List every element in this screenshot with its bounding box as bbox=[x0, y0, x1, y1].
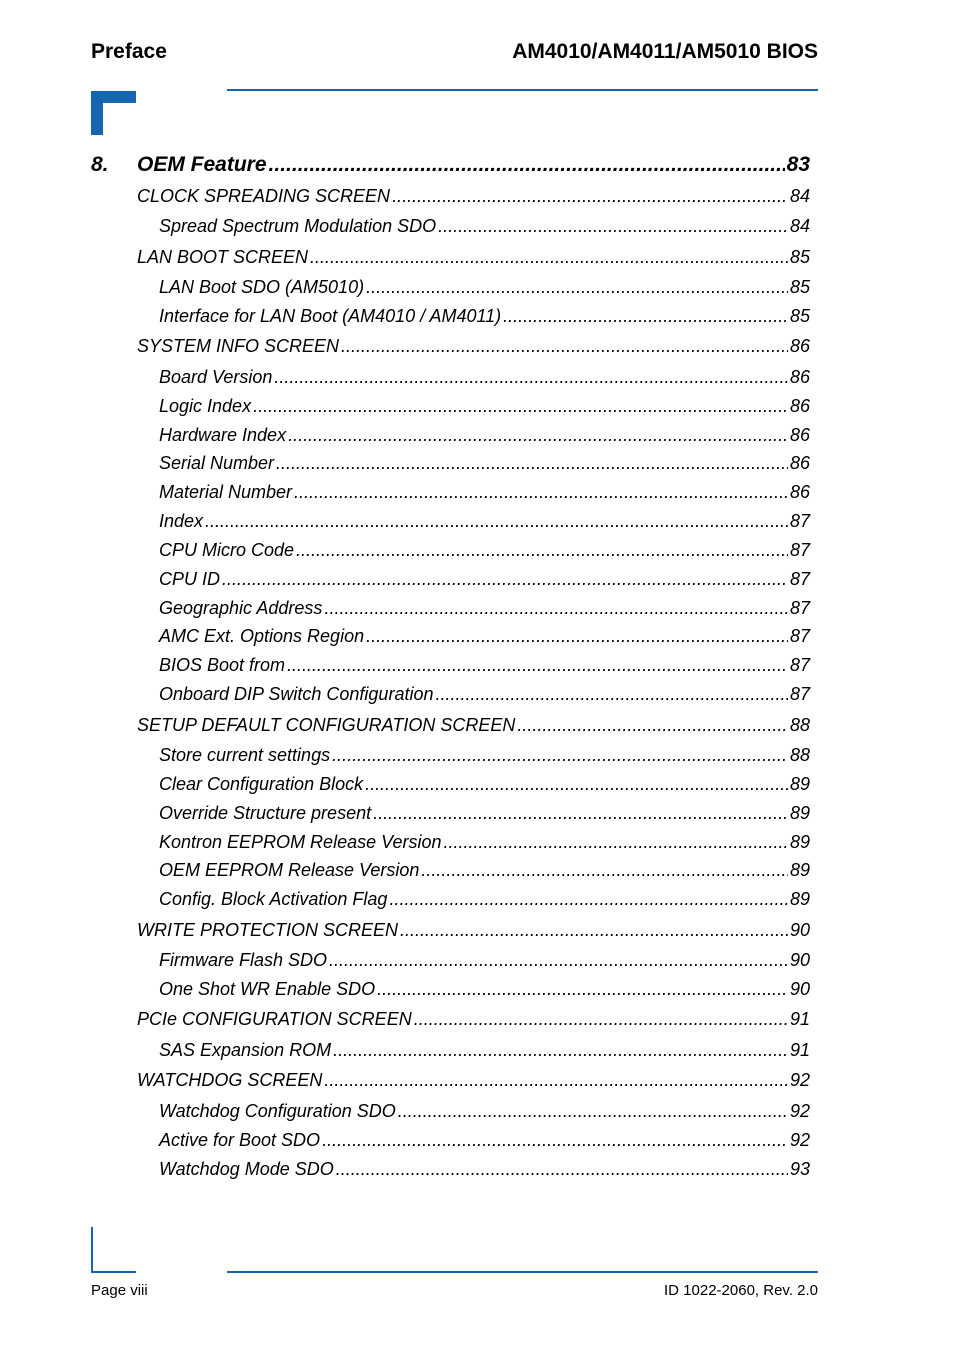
toc-subsection[interactable] bbox=[159, 626, 810, 647]
toc-entry-page: 85 bbox=[789, 247, 810, 267]
toc-entry-title: Board Version bbox=[159, 367, 273, 387]
dot-leader bbox=[310, 247, 788, 268]
toc-entry-title: Store current settings bbox=[159, 745, 331, 765]
toc-entry-title: Watchdog Mode SDO bbox=[159, 1159, 334, 1179]
toc-entry-title: SYSTEM INFO SCREEN bbox=[137, 336, 340, 356]
toc-entry-title: Material Number bbox=[159, 482, 293, 502]
toc-entry-title: Serial Number bbox=[159, 453, 275, 473]
dot-leader bbox=[253, 396, 788, 417]
toc-subsection[interactable] bbox=[159, 540, 810, 561]
dot-leader bbox=[324, 1070, 788, 1091]
toc-subsection[interactable] bbox=[159, 655, 810, 676]
toc-entry-page: 85 bbox=[789, 277, 810, 297]
toc-entry-title: WRITE PROTECTION SCREEN bbox=[137, 920, 399, 940]
toc-entry-title: PCIe CONFIGURATION SCREEN bbox=[137, 1009, 412, 1029]
toc-subsection[interactable] bbox=[159, 511, 810, 532]
chapter-title: OEM Feature bbox=[137, 153, 267, 176]
toc-entry-title: Interface for LAN Boot (AM4010 / AM4011) bbox=[159, 306, 502, 326]
dot-leader bbox=[377, 979, 788, 1000]
dot-leader bbox=[336, 1159, 788, 1180]
toc-entry-page: 87 bbox=[789, 540, 810, 560]
toc-entry-title: One Shot WR Enable SDO bbox=[159, 979, 376, 999]
toc-subsection[interactable] bbox=[159, 396, 810, 417]
toc-section[interactable] bbox=[137, 715, 810, 736]
toc-subsection[interactable] bbox=[159, 216, 810, 237]
toc-section[interactable] bbox=[137, 247, 810, 268]
dot-leader bbox=[322, 1130, 788, 1151]
toc-entry-title: Index bbox=[159, 511, 204, 531]
toc-entry-title: WATCHDOG SCREEN bbox=[137, 1070, 323, 1090]
toc-section[interactable] bbox=[137, 1009, 810, 1030]
toc-section[interactable] bbox=[137, 336, 810, 357]
dot-leader bbox=[296, 540, 788, 561]
toc-subsection[interactable] bbox=[159, 306, 810, 327]
toc-subsection[interactable] bbox=[159, 367, 810, 388]
toc-entry-page: 91 bbox=[789, 1040, 810, 1060]
dot-leader bbox=[398, 1101, 788, 1122]
toc-subsection[interactable] bbox=[159, 453, 810, 474]
toc-entry-page: 84 bbox=[789, 186, 810, 206]
toc-entry-title: Active for Boot SDO bbox=[159, 1130, 321, 1150]
toc-entry-page: 92 bbox=[789, 1101, 810, 1121]
toc-subsection[interactable] bbox=[159, 684, 810, 705]
toc-entry-page: 88 bbox=[789, 715, 810, 735]
toc-entry-page: 84 bbox=[789, 216, 810, 236]
dot-leader bbox=[205, 511, 788, 532]
toc-section[interactable] bbox=[137, 920, 810, 941]
toc-entry-page: 89 bbox=[789, 803, 810, 823]
dot-leader bbox=[400, 920, 788, 941]
toc-entry-title: LAN BOOT SCREEN bbox=[137, 247, 309, 267]
toc-subsection[interactable] bbox=[159, 425, 810, 446]
toc-subsection[interactable] bbox=[159, 950, 810, 971]
dot-leader bbox=[438, 216, 788, 237]
toc-subsection[interactable] bbox=[159, 277, 810, 298]
toc-entry-title: Logic Index bbox=[159, 396, 252, 416]
footer-rule bbox=[227, 1271, 818, 1273]
toc-entry-page: 87 bbox=[789, 684, 810, 704]
footer-page-number: Page viii bbox=[91, 1282, 148, 1299]
dot-leader bbox=[288, 425, 788, 446]
toc-entry-page: 86 bbox=[789, 425, 810, 445]
header-section-title: Preface bbox=[91, 40, 167, 63]
toc-section[interactable] bbox=[137, 1070, 810, 1091]
corner-mark-bottom bbox=[91, 1271, 136, 1273]
toc-entry-page: 86 bbox=[789, 453, 810, 473]
chapter-number: 8. bbox=[91, 153, 109, 176]
toc-chapter[interactable] bbox=[91, 153, 810, 177]
dot-leader bbox=[274, 367, 788, 388]
toc-subsection[interactable] bbox=[159, 745, 810, 766]
dot-leader bbox=[366, 626, 788, 647]
dot-leader bbox=[389, 889, 788, 910]
toc-subsection[interactable] bbox=[159, 860, 810, 881]
toc-subsection[interactable] bbox=[159, 803, 810, 824]
toc-entry-page: 89 bbox=[789, 889, 810, 909]
toc-entry-title: CPU ID bbox=[159, 569, 221, 589]
toc-entry-page: 92 bbox=[789, 1070, 810, 1090]
toc-entry-page: 93 bbox=[789, 1159, 810, 1179]
toc-entry-title: SETUP DEFAULT CONFIGURATION SCREEN bbox=[137, 715, 516, 735]
dot-leader bbox=[287, 655, 788, 676]
toc-entry-page: 90 bbox=[789, 920, 810, 940]
toc-entry-page: 85 bbox=[789, 306, 810, 326]
header-product-title: AM4010/AM4011/AM5010 BIOS bbox=[512, 40, 818, 63]
toc-entry-page: 87 bbox=[789, 655, 810, 675]
toc-entry-page: 87 bbox=[789, 511, 810, 531]
toc-entry-page: 87 bbox=[789, 626, 810, 646]
toc-entry-title: Config. Block Activation Flag bbox=[159, 889, 388, 909]
toc-subsection[interactable] bbox=[159, 1130, 810, 1151]
footer-document-id: ID 1022-2060, Rev. 2.0 bbox=[664, 1282, 818, 1299]
dot-leader bbox=[414, 1009, 788, 1030]
dot-leader bbox=[332, 745, 788, 766]
toc-entry-title: Firmware Flash SDO bbox=[159, 950, 328, 970]
toc-subsection[interactable] bbox=[159, 482, 810, 503]
toc-entry-title: Clear Configuration Block bbox=[159, 774, 364, 794]
toc-subsection[interactable] bbox=[159, 774, 810, 795]
toc-entry-page: 87 bbox=[789, 598, 810, 618]
dot-leader bbox=[276, 453, 788, 474]
dot-leader bbox=[329, 950, 788, 971]
dot-leader bbox=[392, 186, 788, 207]
toc-entry-title: Hardware Index bbox=[159, 425, 287, 445]
toc-entry-page: 89 bbox=[789, 832, 810, 852]
toc-entry-title: BIOS Boot from bbox=[159, 655, 286, 675]
toc-subsection[interactable] bbox=[159, 1159, 810, 1180]
dot-leader bbox=[324, 598, 788, 619]
toc-entry-title: SAS Expansion ROM bbox=[159, 1040, 332, 1060]
toc-section[interactable] bbox=[137, 186, 810, 207]
toc-entry-page: 88 bbox=[789, 745, 810, 765]
toc-entry-page: 91 bbox=[789, 1009, 810, 1029]
toc-entry-page: 90 bbox=[789, 950, 810, 970]
toc-entry-title: AMC Ext. Options Region bbox=[159, 626, 365, 646]
toc-entry-page: 86 bbox=[789, 336, 810, 356]
dot-leader bbox=[435, 684, 787, 705]
dot-leader bbox=[503, 306, 788, 327]
chapter-page: 83 bbox=[786, 153, 810, 176]
toc-subsection[interactable] bbox=[159, 569, 810, 590]
toc-entry-title: Override Structure present bbox=[159, 803, 372, 823]
dot-leader bbox=[365, 774, 788, 795]
toc-entry-page: 86 bbox=[789, 482, 810, 502]
toc-entry-title: CPU Micro Code bbox=[159, 540, 295, 560]
toc-entry-page: 89 bbox=[789, 774, 810, 794]
dot-leader bbox=[269, 153, 785, 177]
toc-entry-page: 90 bbox=[789, 979, 810, 999]
dot-leader bbox=[333, 1040, 788, 1061]
toc-subsection[interactable] bbox=[159, 598, 810, 619]
dot-leader bbox=[373, 803, 788, 824]
toc-subsection[interactable] bbox=[159, 832, 810, 853]
toc-entry-page: 86 bbox=[789, 367, 810, 387]
toc-entry-page: 86 bbox=[789, 396, 810, 416]
toc-entry-title: Spread Spectrum Modulation SDO bbox=[159, 216, 437, 236]
toc-entry-title: LAN Boot SDO (AM5010) bbox=[159, 277, 365, 297]
corner-mark-bottom-vertical bbox=[91, 1227, 93, 1273]
toc-entry-title: CLOCK SPREADING SCREEN bbox=[137, 186, 391, 206]
toc-subsection[interactable] bbox=[159, 1040, 810, 1061]
dot-leader bbox=[222, 569, 788, 590]
toc-entry-title: Onboard DIP Switch Configuration bbox=[159, 684, 434, 704]
dot-leader bbox=[341, 336, 788, 357]
toc-entry-page: 92 bbox=[789, 1130, 810, 1150]
toc-entry-title: Kontron EEPROM Release Version bbox=[159, 832, 442, 852]
dot-leader bbox=[366, 277, 788, 298]
toc-subsection[interactable] bbox=[159, 1101, 810, 1122]
toc-subsection[interactable] bbox=[159, 889, 810, 910]
toc-entry-page: 89 bbox=[789, 860, 810, 880]
toc-entry-title: Watchdog Configuration SDO bbox=[159, 1101, 396, 1121]
toc-entry-page: 87 bbox=[789, 569, 810, 589]
dot-leader bbox=[294, 482, 788, 503]
dot-leader bbox=[443, 832, 788, 853]
toc-subsection[interactable] bbox=[159, 979, 810, 1000]
dot-leader bbox=[517, 715, 788, 736]
toc-entry-title: OEM EEPROM Release Version bbox=[159, 860, 420, 880]
toc-entry-title: Geographic Address bbox=[159, 598, 323, 618]
dot-leader bbox=[421, 860, 788, 881]
